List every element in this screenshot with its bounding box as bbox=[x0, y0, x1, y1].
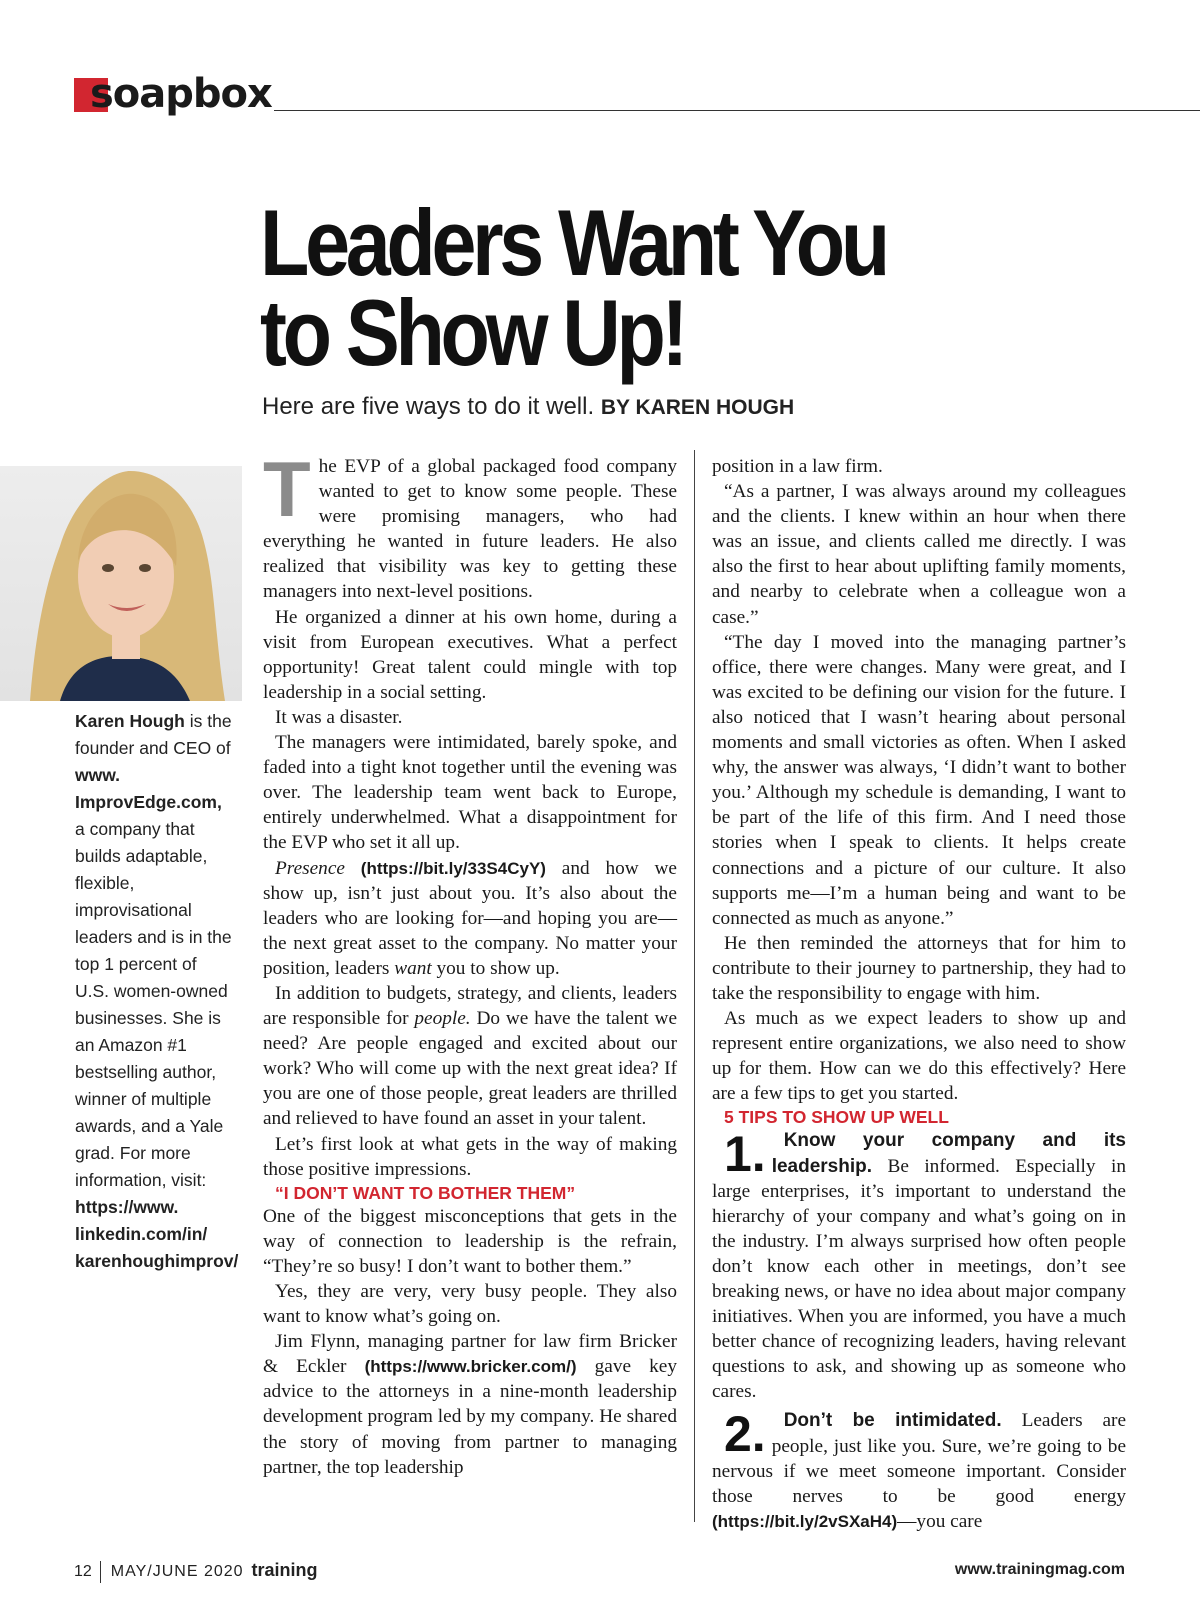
paragraph: Let’s first look at what gets in the way of making those positive impressions. bbox=[263, 1133, 677, 1180]
paragraph: position in a law firm. bbox=[712, 456, 883, 477]
dek-text: Here are five ways to do it well. bbox=[262, 393, 595, 420]
tip-number: 1. bbox=[724, 1126, 766, 1183]
tip-lead: Know your company and its leadership. bbox=[771, 1130, 1126, 1177]
emphasis: Presence bbox=[275, 857, 345, 879]
paragraph: It was a disaster. bbox=[275, 706, 403, 728]
section-flag bbox=[74, 70, 1200, 116]
headline-line-2: to Show Up! bbox=[260, 280, 685, 385]
bio-text-1: is the founder and CEO of bbox=[75, 711, 232, 758]
paragraph: One of the biggest misconceptions that gets in the way of connection to leadership is the refrain, “They’re so busy! I don’t want to bother them.” bbox=[263, 1205, 677, 1277]
paragraph-text: Do we have the talent we need? Are people engaged and excited about our work? Who will come up with the next great idea? If you are one of those people, great leaders are thrilled and relieved to have found an asset in your talent. bbox=[263, 1008, 677, 1130]
paragraph-text: gave key advice to the attorneys in a nine-month leadership development program led by my company. He shared the story of moving from partner to managing partner, the top leadership bbox=[263, 1356, 677, 1478]
column-divider bbox=[694, 450, 695, 1522]
tip-1 bbox=[712, 1128, 1126, 1404]
bricker-link[interactable]: (https://www.bricker.com/) bbox=[364, 1357, 577, 1377]
bio-text-2: a company that builds adaptable, flexible, improvisational leaders and is in the top 1 percent of U.S. women-owned businesses. She is an Amazon #1 bestselling author, winner of multiple awards, and a Yale grad. For more information, visit: bbox=[75, 819, 232, 1190]
emphasis: people. bbox=[414, 1008, 471, 1030]
paragraph bbox=[263, 445, 677, 605]
section-label: soapbox bbox=[90, 71, 272, 117]
paragraph: He then reminded the attorneys that for him to contribute to their journey to partnership, they had to take the responsibility to engage with him. bbox=[712, 932, 1126, 1004]
paragraph bbox=[263, 981, 677, 1132]
tip-body: —you care bbox=[897, 1510, 983, 1532]
footer-divider bbox=[100, 1561, 101, 1583]
page-number: 12 bbox=[74, 1563, 92, 1580]
byline: BY KAREN HOUGH bbox=[600, 396, 795, 419]
tip-lead: Don’t be intimidated. bbox=[783, 1410, 1002, 1432]
emphasis: want bbox=[394, 957, 432, 979]
headline-line-1: Leaders Want You bbox=[260, 190, 886, 295]
drop-cap: T bbox=[263, 445, 311, 533]
paragraph-text: In addition to budgets, strategy, and clients, leaders are responsible for bbox=[263, 982, 677, 1030]
article-headline bbox=[260, 190, 965, 385]
author-portrait-illustration bbox=[0, 466, 242, 701]
paragraph: The managers were intimidated, barely spoke, and faded into a tight knot together until the evening was over. The leadership team went back to Europe, entirely underwhelmed. What a disappointment for the EVP who set it all up. bbox=[263, 732, 677, 854]
nerves-link[interactable]: (https://bit.ly/2vSXaH4) bbox=[712, 1511, 898, 1531]
paragraph-text: he EVP of a global packaged food company wanted to get to know some people. These were promising managers, who had everything he wanted in future leaders. He also realized that visibility was key to getting these managers into next-level positions. bbox=[263, 456, 677, 603]
paragraph: Yes, they are very, very busy people. They also want to know what’s going on. bbox=[263, 1281, 677, 1328]
issue-date: MAY/JUNE 2020 bbox=[110, 1563, 244, 1580]
paragraph: He organized a dinner at his own home, during a visit from European executives. What a perfect opportunity! Great talent could mingle with top leadership in a social setting. bbox=[263, 606, 677, 703]
magazine-name: training bbox=[251, 1560, 318, 1580]
paragraph-text: and how we show up, isn’t just about you. It’s also about the leaders who are looking for—and hoping you are—the next great asset to the company. No matter your position, leaders bbox=[263, 857, 677, 979]
paragraph-text: you to show up. bbox=[431, 957, 560, 979]
tip-2 bbox=[712, 1408, 1126, 1533]
tip-number: 2. bbox=[724, 1406, 766, 1463]
author-photo bbox=[0, 466, 242, 701]
presence-link[interactable]: (https://bit.ly/33S4CyY) bbox=[360, 858, 546, 878]
bio-website-link[interactable]: www. ImprovEdge.com, bbox=[75, 765, 222, 812]
author-bio bbox=[75, 708, 239, 1275]
article-dek bbox=[262, 392, 1142, 423]
tip-body: Be informed. Especially in large enterprises, it’s important to understand the hierarchy of your company and what’s going on in the industry. I’m always surprised how often people don’t know each other in meetings, don’t see breaking news, or have no idea about major company initiatives. When you are informed, you have a much better chance of recognizing leaders, having relevant questions to ask, and showing up as someone who cares. bbox=[712, 1155, 1126, 1403]
paragraph: “The day I moved into the managing partner’s office, there were changes. Many were great, and I was excited to be defining our vision for the future. I also noticed that I wasn’t hearing about personal moments and small victories as often. When I asked why, the answer was always, ‘I didn’t want to bother you.’ Although my schedule is demanding, I want to be part of the life of this firm. And I need those stories when I speak to clients. It helps create connections and a picture of our culture. It also supports me—I’m a human being and want to be connected as much as anyone.” bbox=[712, 631, 1126, 929]
paragraph-text: Jim Flynn, managing partner for law firm Bricker & Eckler bbox=[263, 1331, 677, 1378]
tip-body: Leaders are people, just like you. Sure, we’re going to be nervous if we meet someone important. Consider those nerves to be good energy bbox=[712, 1410, 1126, 1507]
bio-linkedin-link[interactable]: https://www. linkedin.com/in/ karenhoughimprov/ bbox=[75, 1197, 239, 1271]
article-column-2 bbox=[712, 454, 1126, 1534]
footer-url[interactable]: www.trainingmag.com bbox=[954, 1561, 1125, 1578]
subhead-bother: “I DON’T WANT TO BOTHER THEM” bbox=[275, 1182, 576, 1203]
paragraph: As much as we expect leaders to show up and represent entire organizations, we also need to show up for them. How can we do this effectively? Here are a few tips to get you started. bbox=[712, 1008, 1126, 1105]
article-column-1 bbox=[263, 445, 677, 1480]
paragraph bbox=[263, 1329, 677, 1480]
bio-name: Karen Hough bbox=[75, 711, 185, 731]
paragraph bbox=[263, 856, 677, 981]
subhead-tips: 5 TIPS TO SHOW UP WELL bbox=[724, 1107, 949, 1128]
footer-folio bbox=[74, 1555, 318, 1585]
header-rule bbox=[274, 110, 1200, 111]
paragraph: “As a partner, I was always around my colleagues and the clients. I knew within an hour when there was an issue, and clients called me directly. I was also the first to hear about uplifting family moments, and nearby to celebrate when a colleague won a case.” bbox=[712, 481, 1126, 628]
